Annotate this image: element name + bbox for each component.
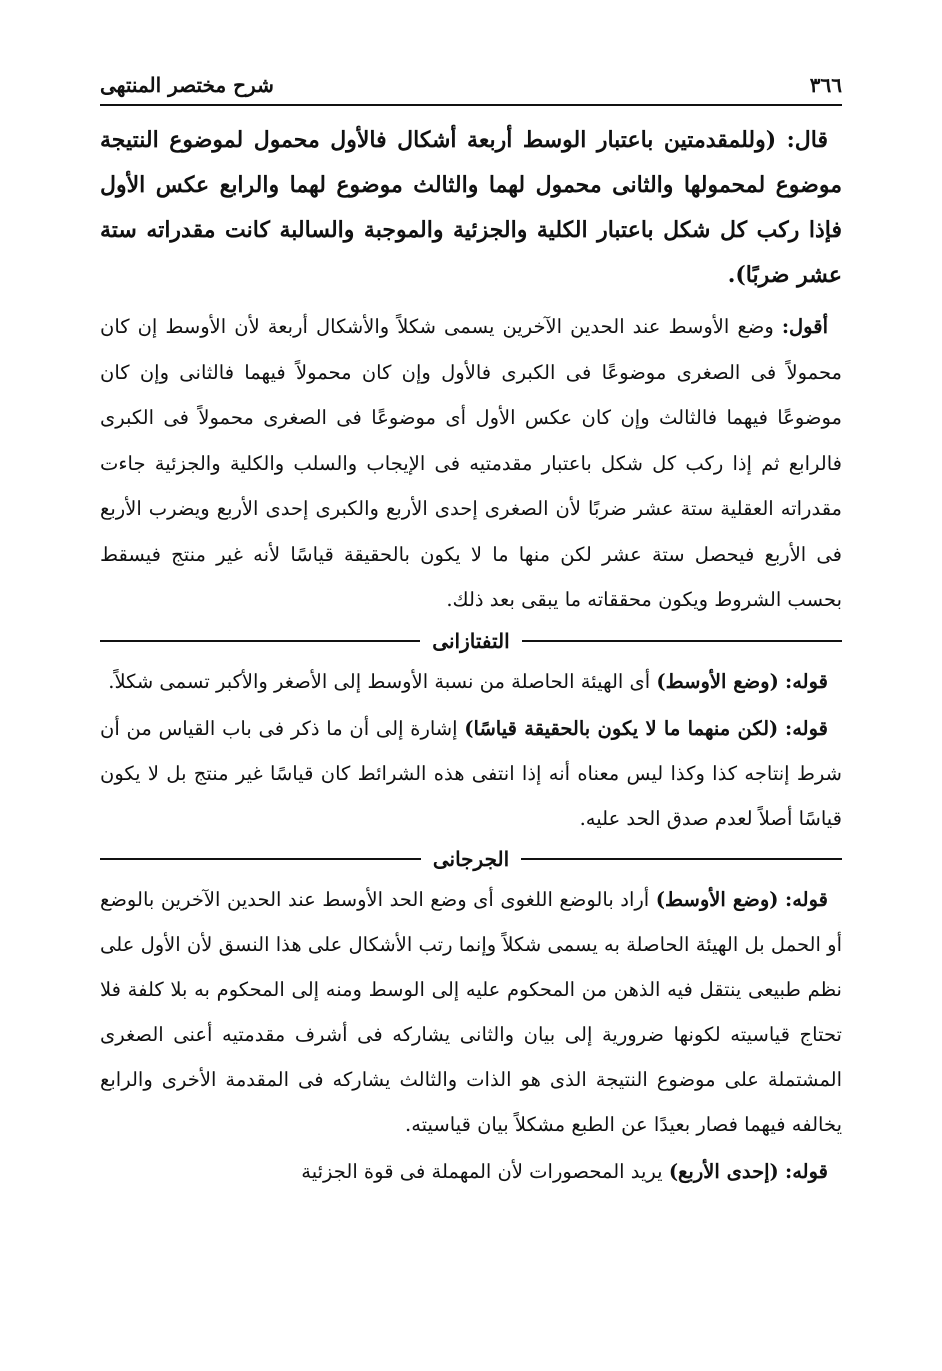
jurjani-divider — [100, 841, 842, 877]
comment-text: إشارة إلى أن ما ذكر فى باب القياس من أن شرط إنتاجه كذا وكذا ليس معناه أنه إذا انتفى هذه الشرائط كان قياسًا غير منتج بل لا يكون قياسًا أصلاً لعدم صدق الحد عليه. — [100, 716, 842, 830]
comment-quote: (وضع الأوسط) — [656, 669, 779, 693]
matn-lead: قال: — [786, 127, 828, 153]
comment-lead: قوله: — [785, 669, 828, 693]
divider-rule — [100, 858, 421, 860]
comment-text: أراد بالوضع اللغوى أى وضع الحد الأوسط عند الحدين الآخرين بالوضع أو الحمل بل الهيئة الحاصلة به يسمى شكلاً وإنما رتب الأشكال على هذا النسق لأن الأول على نظم طبيعى ينتقل فيه الذهن من المحكوم عليه إلى الوسط ومنه إلى المحكوم به بلا كلفة فلا تحتاج قياسيته لكونها ضرورية إلى بيان والثانى يشاركه فى أشرف مقدمتيه أعنى الصغرى المشتملة على موضوع النتيجة الذى هو الذات والثالث يشاركه فى المقدمة الأخرى والرابع يخالفه فيهما فصار بعيدًا عن الطبع مشكلاً بيان قياسيته. — [100, 887, 842, 1136]
running-head — [100, 70, 842, 100]
divider-rule — [100, 640, 420, 642]
divider-rule — [522, 640, 842, 642]
book-title: شرح مختصر المنتهى — [100, 73, 274, 97]
page-number: ٣٦٦ — [809, 73, 842, 97]
sharh-lead: أقول: — [781, 315, 828, 338]
taftazani-heading: التفتازانى — [432, 628, 510, 653]
taftazani-comment — [100, 706, 842, 841]
comment-quote: (وضع الأوسط) — [655, 887, 779, 911]
comment-text: أى الهيئة الحاصلة من نسبة الأوسط إلى الأصغر والأكبر تسمى شكلاً. — [108, 669, 651, 693]
comment-lead: قوله: — [785, 887, 829, 911]
comment-quote: (لكن منهما ما لا يكون بالحقيقة قياسًا) — [464, 716, 779, 740]
matn-paragraph — [100, 118, 842, 298]
comment-text: يريد المحصورات لأن المهملة فى قوة الجزئية — [301, 1159, 663, 1183]
matn-text: (وللمقدمتين باعتبار الوسط أربعة أشكال فالأول محمول لموضوع النتيجة موضوع لمحمولها والثانى محمول لهما والثالث موضوع لهما والرابع عكس الأول فإذا ركب كل شكل باعتبار الكلية والجزئية والموجبة والسالبة كانت مقدراته ستة عشر ضربًا). — [100, 127, 842, 288]
comment-lead: قوله: — [785, 1159, 828, 1183]
divider-rule — [521, 858, 842, 860]
comment-lead: قوله: — [785, 716, 828, 740]
taftazani-comment — [100, 659, 842, 704]
jurjani-heading: الجرجانى — [432, 846, 510, 871]
book-page — [100, 70, 842, 1331]
header-rule — [100, 104, 842, 106]
sharh-text: وضع الأوسط عند الحدين الآخرين يسمى شكلاً والأشكال أربعة لأن الأوسط إن كان محمولاً فى الصغرى موضوعًا فى الكبرى فالأول وإن كان محمولاً فيهما فالثانى وإن كان موضوعًا فيهما فالثالث وإن كان عكس الأول أى موضوعًا فى الصغرى محمولاً فى الكبرى فالرابع ثم إذا ركب كل شكل باعتبار مقدمتيه فى الإيجاب والسلب والكلية والجزئية جاءت مقدراته العقلية ستة عشر ضربًا لأن الصغرى إحدى الأربع والكبرى إحدى الأربع ويضرب الأربع فى الأربع فيحصل ستة عشر لكن منها ما لا يكون بالحقيقة قياسًا لأنه غير منتج فيسقط بحسب الشروط ويكون محققاته ما يبقى بعد ذلك. — [100, 315, 842, 611]
comment-quote: (إحدى الأربع) — [668, 1159, 779, 1183]
taftazani-divider — [100, 623, 842, 659]
jurjani-comment — [100, 877, 842, 1147]
jurjani-comment — [100, 1149, 842, 1194]
sharh-paragraph — [100, 304, 842, 623]
